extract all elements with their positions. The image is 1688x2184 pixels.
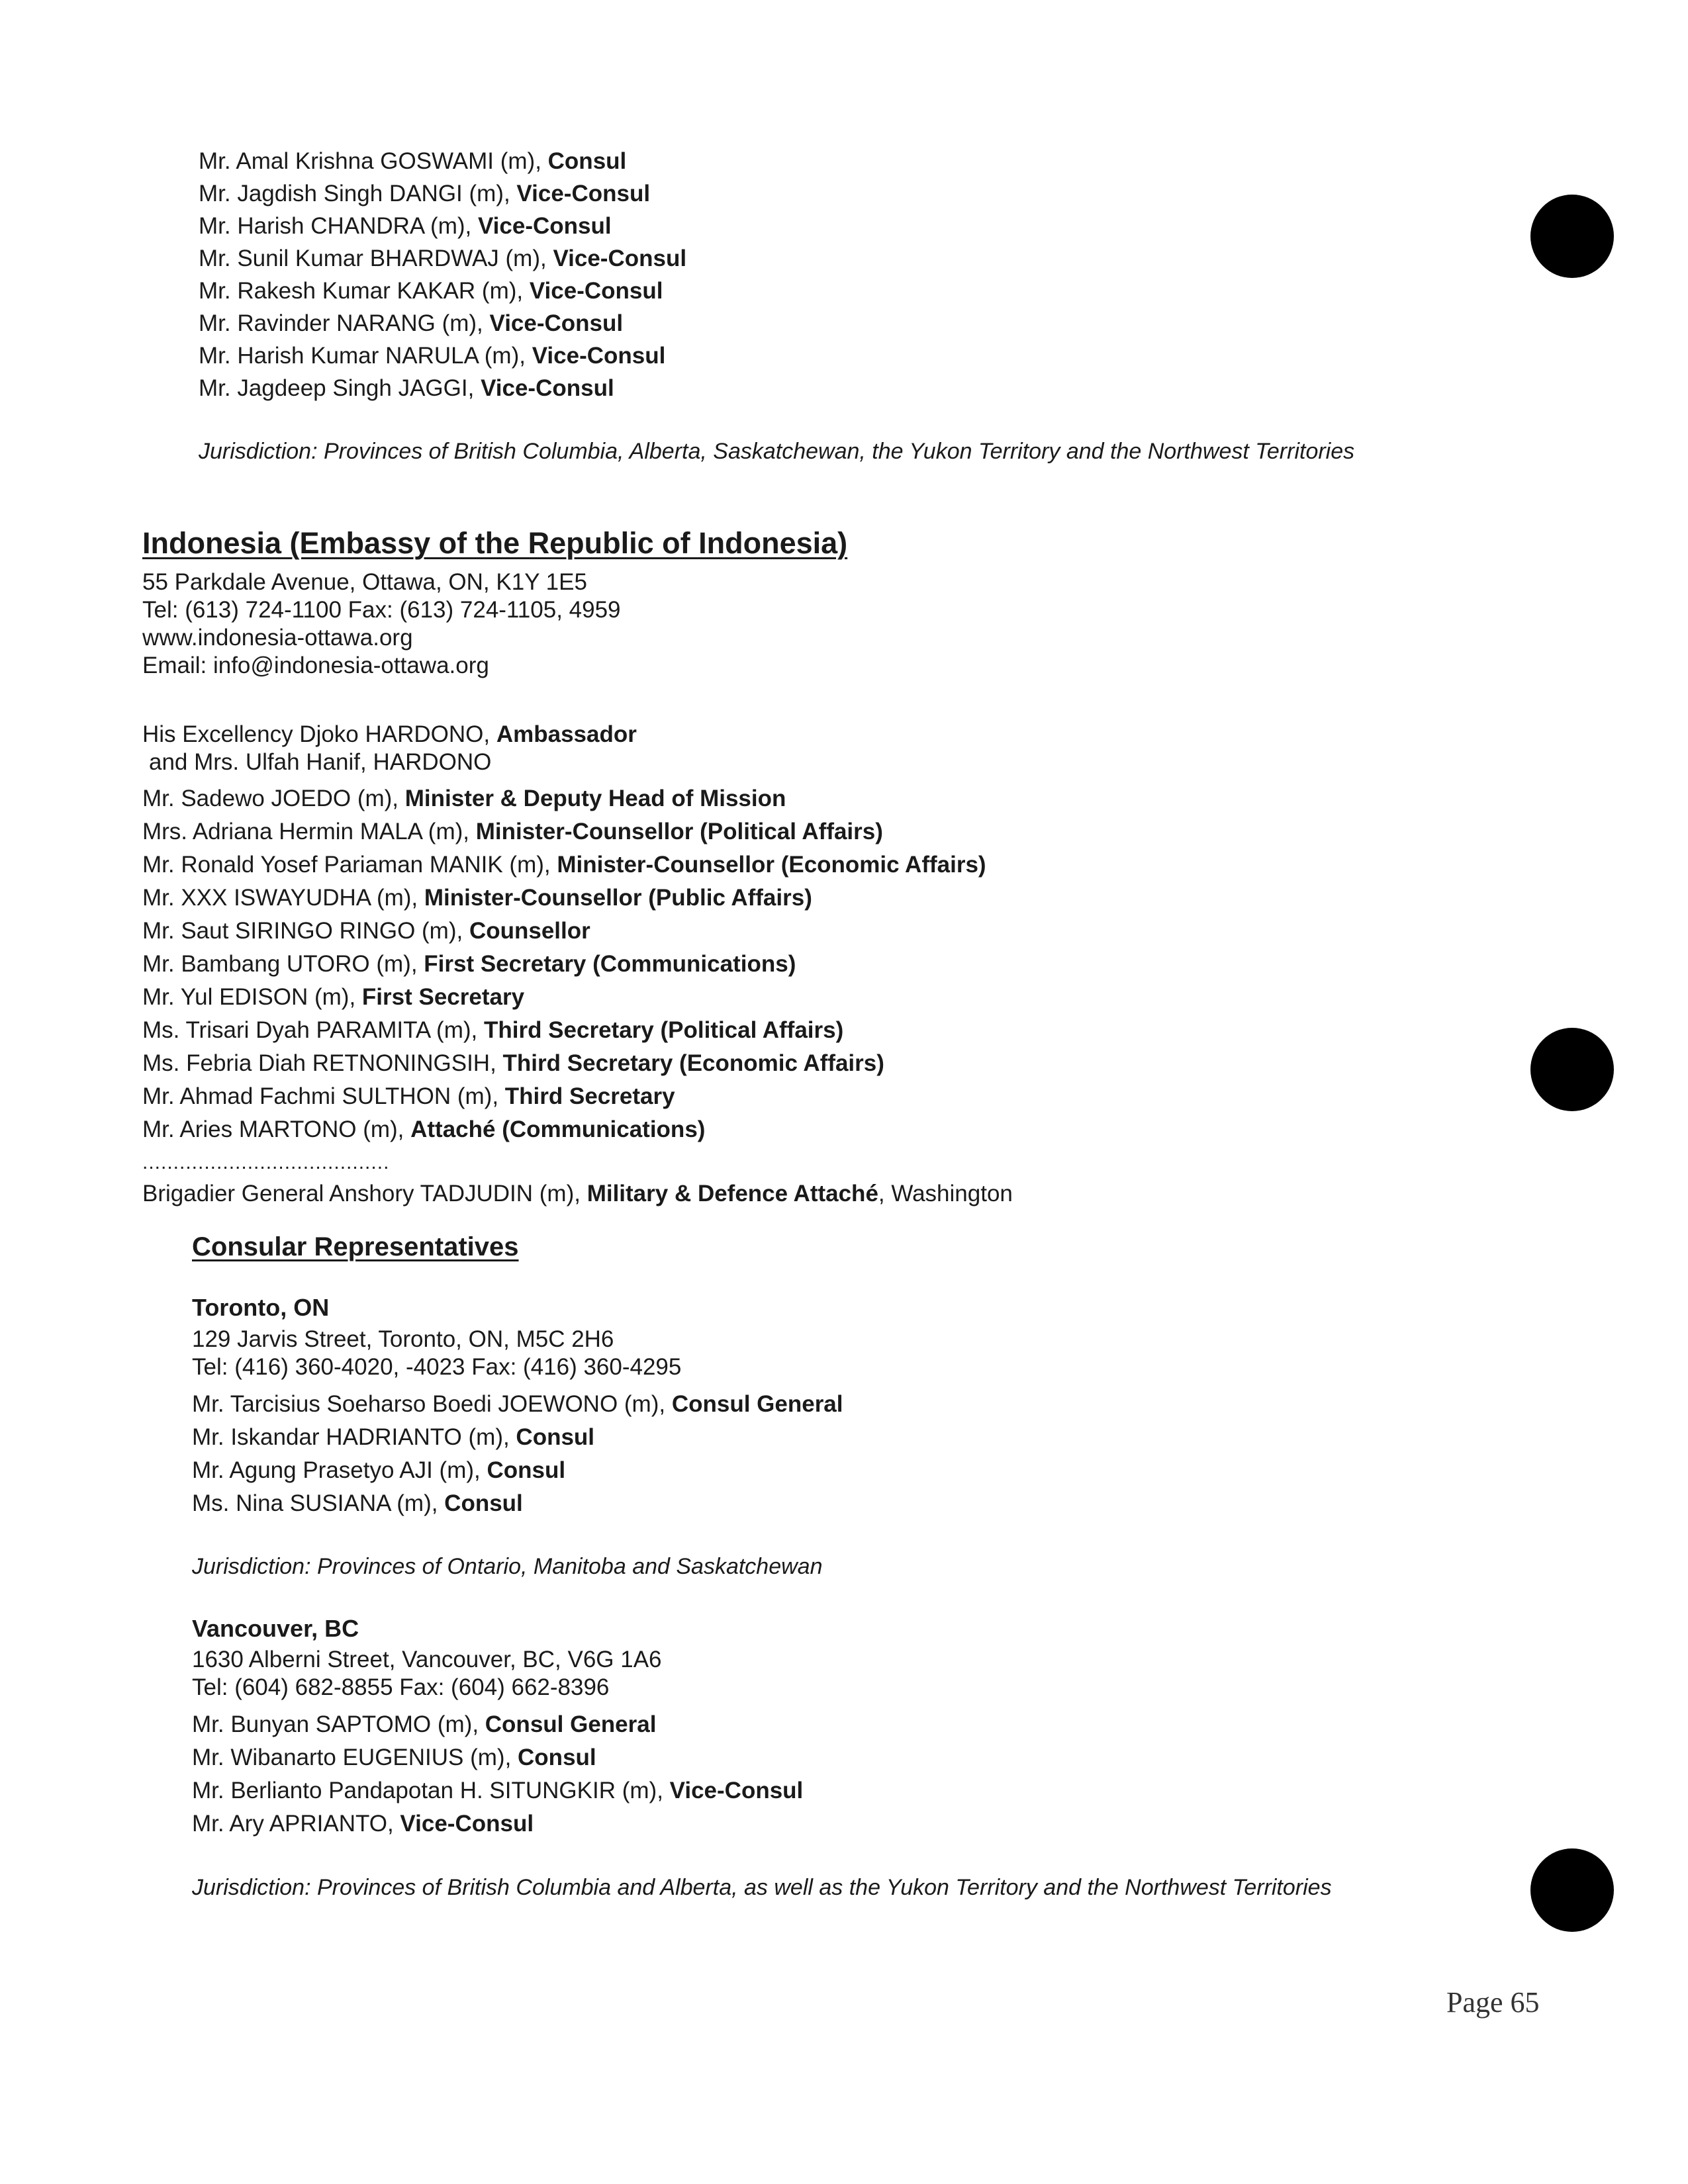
person-name: Mr. Rakesh Kumar KAKAR (m),: [199, 278, 530, 304]
jurisdiction-note: Jurisdiction: Provinces of British Columbia, Alberta, Saskatchewan, the Yukon Territory and the Northwest Territories: [199, 439, 1355, 464]
person-entry: [192, 1390, 843, 1419]
person-title: Vice-Consul: [481, 375, 614, 401]
person-name: Mr. Agung Prasetyo AJI (m),: [192, 1457, 487, 1483]
person-name: His Excellency Djoko HARDONO,: [142, 721, 496, 747]
person-name: Mr. Sadewo JOEDO (m),: [142, 786, 405, 811]
person-name: Mr. Ahmad Fachmi SULTHON (m),: [142, 1083, 505, 1109]
person-title: First Secretary: [361, 984, 525, 1010]
jurisdiction-note: Jurisdiction: Provinces of Ontario, Manitoba and Saskatchewan: [192, 1554, 823, 1579]
person-entry: [199, 374, 614, 403]
office-phone: Tel: (416) 360-4020, -4023 Fax: (416) 360-4295: [192, 1354, 682, 1380]
office-phone: Tel: (604) 682-8855 Fax: (604) 662-8396: [192, 1674, 610, 1700]
person-name: Mr. Harish CHANDRA (m),: [199, 213, 478, 239]
person-title: Minister-Counsellor (Public Affairs): [424, 885, 812, 911]
staff-entry: [142, 784, 786, 813]
person-entry: [199, 277, 663, 306]
person-entry: [199, 179, 650, 208]
person-entry: [192, 1423, 594, 1452]
staff-entry: [142, 917, 590, 946]
person-entry: [192, 1809, 534, 1839]
person-entry: [192, 1456, 565, 1485]
person-title: Consul General: [671, 1391, 843, 1417]
person-name: Mr. Ronald Yosef Pariaman MANIK (m),: [142, 852, 557, 878]
embassy-address: 55 Parkdale Avenue, Ottawa, ON, K1Y 1E5: [142, 569, 587, 595]
embassy-phone: Tel: (613) 724-1100 Fax: (613) 724-1105, 4959: [142, 597, 621, 623]
person-title: Consul: [487, 1457, 566, 1483]
person-entry: [199, 244, 686, 273]
person-name: Mr. Aries MARTONO (m),: [142, 1116, 411, 1142]
separator-dots: ........................................: [142, 1152, 390, 1173]
person-title: Vice-Consul: [532, 343, 666, 369]
staff-entry: [142, 1115, 705, 1144]
consular-heading: Consular Representatives: [192, 1232, 519, 1261]
staff-entry: [142, 1049, 884, 1078]
person-name: Mr. Bambang UTORO (m),: [142, 951, 424, 977]
person-entry: [199, 147, 626, 176]
person-title: Vice-Consul: [529, 278, 663, 304]
punch-hole-icon: [1530, 1848, 1614, 1932]
person-name: Mr. Berlianto Pandapotan H. SITUNGKIR (m),: [192, 1778, 670, 1803]
staff-entry: [142, 1082, 675, 1111]
person-title: Vice-Consul: [553, 246, 687, 271]
person-name: Mr. Yul EDISON (m),: [142, 984, 362, 1010]
person-name: Mr. Iskandar HADRIANTO (m),: [192, 1424, 516, 1450]
staff-entry: [142, 1016, 843, 1045]
page-number: Page 65: [1446, 1986, 1540, 2019]
person-name: Mr. Ary APRIANTO,: [192, 1811, 400, 1837]
person-entry: [199, 341, 665, 371]
person-title: Third Secretary: [504, 1083, 675, 1109]
person-entry: [192, 1489, 523, 1518]
person-name: Mr. Jagdish Singh DANGI (m),: [199, 181, 517, 206]
person-title: Consul: [518, 1745, 596, 1770]
person-title: Minister & Deputy Head of Mission: [404, 786, 786, 811]
person-name: Mr. Wibanarto EUGENIUS (m),: [192, 1745, 518, 1770]
person-title: Minister-Counsellor (Political Affairs): [475, 819, 883, 844]
person-name: Mrs. Adriana Hermin MALA (m),: [142, 819, 476, 844]
punch-hole-icon: [1530, 1028, 1614, 1111]
person-entry: [199, 212, 612, 241]
office-city: Toronto, ON: [192, 1294, 330, 1321]
person-entry: [192, 1710, 656, 1739]
person-name: Mr. Harish Kumar NARULA (m),: [199, 343, 532, 369]
person-title: Ambassador: [496, 721, 637, 747]
person-location: , Washington: [878, 1181, 1013, 1206]
person-name: Mr. Bunyan SAPTOMO (m),: [192, 1711, 485, 1737]
person-entry: [192, 1776, 803, 1805]
office-address: 1630 Alberni Street, Vancouver, BC, V6G 1A6: [192, 1647, 662, 1672]
staff-entry: [142, 850, 986, 880]
military-attache-entry: [142, 1179, 1013, 1208]
embassy-email: Email: info@indonesia-ottawa.org: [142, 653, 489, 678]
person-entry: [192, 1743, 596, 1772]
person-title: Vice-Consul: [477, 213, 612, 239]
person-title: Vice-Consul: [669, 1778, 804, 1803]
person-title: Vice-Consul: [489, 310, 624, 336]
office-address: 129 Jarvis Street, Toronto, ON, M5C 2H6: [192, 1326, 614, 1352]
person-entry: [199, 309, 623, 338]
person-name: Brigadier General Anshory TADJUDIN (m),: [142, 1181, 587, 1206]
staff-entry: [142, 983, 524, 1012]
punch-hole-icon: [1530, 195, 1614, 278]
person-name: Mr. Ravinder NARANG (m),: [199, 310, 490, 336]
person-title: Third Secretary (Economic Affairs): [502, 1050, 884, 1076]
person-name: Mr. Jagdeep Singh JAGGI,: [199, 375, 481, 401]
person-name: Mr. Saut SIRINGO RINGO (m),: [142, 918, 469, 944]
person-name: Mr. Amal Krishna GOSWAMI (m),: [199, 148, 548, 174]
office-city: Vancouver, BC: [192, 1615, 359, 1642]
staff-entry: [142, 950, 796, 979]
person-name: Ms. Trisari Dyah PARAMITA (m),: [142, 1017, 484, 1043]
person-title: Counsellor: [469, 918, 590, 944]
person-title: Attaché (Communications): [410, 1116, 706, 1142]
person-title: Consul General: [485, 1711, 657, 1737]
person-title: Vice-Consul: [516, 181, 651, 206]
ambassador-entry: [142, 720, 637, 749]
embassy-website: www.indonesia-ottawa.org: [142, 625, 413, 651]
staff-entry: [142, 884, 812, 913]
person-name: Mr. Sunil Kumar BHARDWAJ (m),: [199, 246, 553, 271]
person-title: Military & Defence Attaché: [586, 1181, 878, 1206]
person-name: Mr. XXX ISWAYUDHA (m),: [142, 885, 424, 911]
person-name: Mr. Tarcisius Soeharso Boedi JOEWONO (m),: [192, 1391, 672, 1417]
person-name: Ms. Febria Diah RETNONINGSIH,: [142, 1050, 503, 1076]
embassy-heading: Indonesia (Embassy of the Republic of Indonesia): [142, 526, 848, 560]
person-title: Consul: [444, 1490, 523, 1516]
person-title: Minister-Counsellor (Economic Affairs): [557, 852, 986, 878]
person-title: Vice-Consul: [400, 1811, 534, 1837]
person-name: Ms. Nina SUSIANA (m),: [192, 1490, 445, 1516]
person-title: Third Secretary (Political Affairs): [483, 1017, 844, 1043]
person-title: Consul: [547, 148, 627, 174]
staff-entry: [142, 817, 883, 846]
person-title: First Secretary (Communications): [424, 951, 796, 977]
jurisdiction-note: Jurisdiction: Provinces of British Columbia and Alberta, as well as the Yukon Territory and the Northwest Territories: [192, 1875, 1332, 1900]
person-title: Consul: [516, 1424, 595, 1450]
ambassador-spouse: and Mrs. Ulfah Hanif, HARDONO: [149, 749, 492, 775]
